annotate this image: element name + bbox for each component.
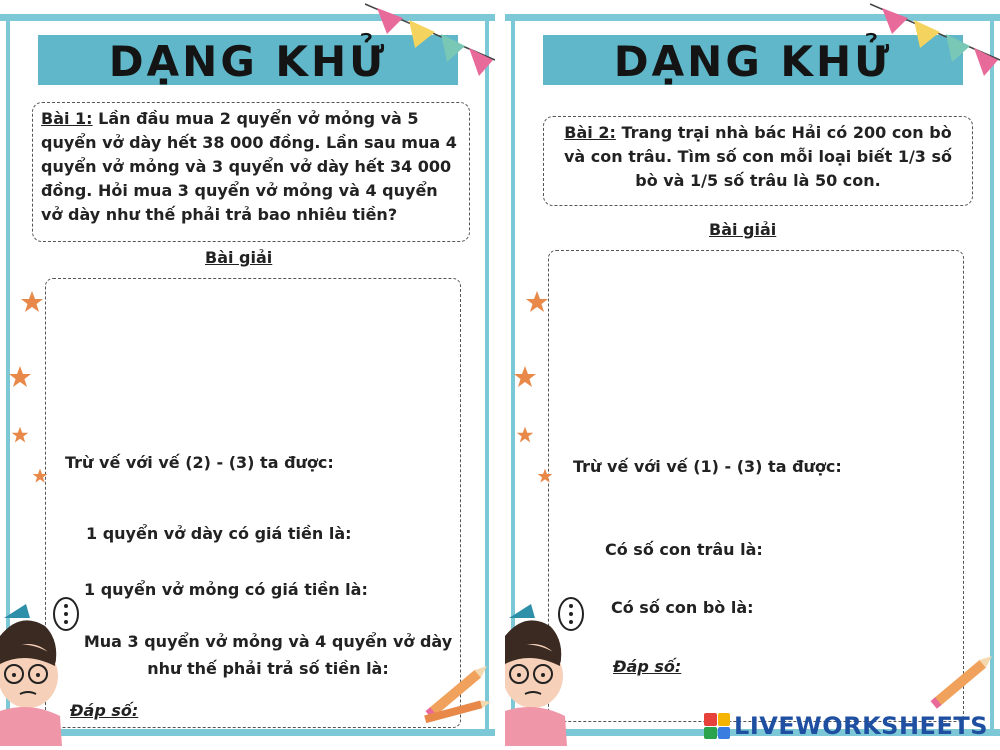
star-icon [537,468,553,484]
answer-label: Đáp số: [70,701,139,720]
problem-label: Bài 2: [564,123,616,142]
thinking-girl-icon [0,596,82,746]
worksheet-page-2 [505,0,1000,750]
star-icon [8,365,32,389]
solution-line-2: 1 quyển vở dày có giá tiền là: [86,524,352,543]
star-icon [32,468,48,484]
star-icon [516,426,534,444]
solution-line-3: 1 quyển vở mỏng có giá tiền là: [84,580,368,599]
pencil-icon [925,640,1000,720]
bunting-flags-icon [365,0,495,80]
worksheet-page-1 [0,0,495,750]
problem-text: Lần đầu mua 2 quyển vở mỏng và 5 quyển vở dày hết 38 000 đồng. Lần sau mua 4 quyển vở mỏng và 3 quyển vở dày hết 34 000 đồng. Hỏi mua 3 quyển vở mỏng và 4 quyển vở dày như thế phải trả bao nhiêu tiền? [41,109,457,224]
frame-right-line [485,14,489,736]
problem-box [32,102,470,242]
frame-right-line [990,14,994,736]
star-icon [525,290,549,314]
solution-heading: Bài giải [709,220,777,239]
liveworksheets-brand[interactable] [704,712,988,740]
solution-line-1: Trừ vế với vế (2) - (3) ta được: [65,453,334,472]
solution-line-4: Mua 3 quyển vở mỏng và 4 quyển vở dày như thế phải trả số tiền là: [83,632,453,678]
bunting-flags-icon [870,0,1000,80]
page-separator [495,0,505,750]
brand-name: LIVEWORKSHEETS [734,712,988,740]
problem-text: Trang trại nhà bác Hải có 200 con bò và con trâu. Tìm số con mỗi loại biết 1/3 số bò và 1/5 số trâu là 50 con. [563,123,953,190]
page-title: DẠNG KHỬ [613,37,893,86]
problem-box [543,116,973,206]
star-icon [11,426,29,444]
answer-label: Đáp số: [613,657,682,676]
pencil-icon [420,650,495,730]
thinking-girl-icon [505,596,587,746]
solution-line-1: Trừ vế với vế (1) - (3) ta được: [573,457,842,476]
answer-area[interactable] [548,250,964,722]
solution-heading: Bài giải [205,248,273,267]
page-title: DẠNG KHỬ [108,37,388,86]
problem-label: Bài 1: [41,109,93,128]
liveworksheets-logo-icon [704,713,730,739]
solution-line-3: Có số con bò là: [611,598,754,617]
solution-line-2: Có số con trâu là: [605,540,763,559]
star-icon [20,290,44,314]
star-icon [513,365,537,389]
